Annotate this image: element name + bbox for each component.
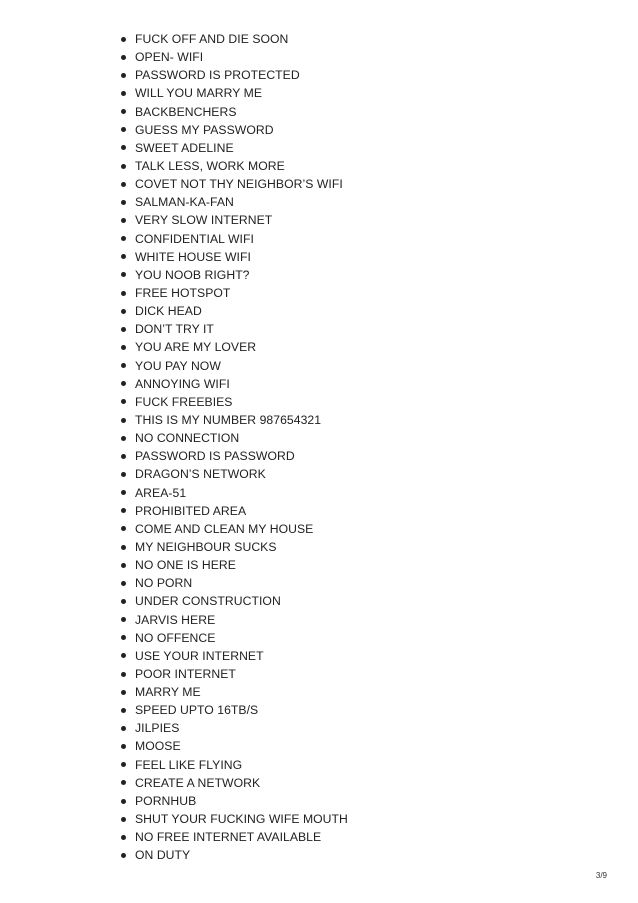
list-item-text: YOU ARE MY LOVER xyxy=(135,340,257,355)
bullet-icon xyxy=(121,526,126,531)
list-item-text: NO PORN xyxy=(135,576,193,591)
bullet-icon xyxy=(121,254,126,259)
list-item-text: ANNOYING WIFI xyxy=(135,376,230,391)
bullet-icon xyxy=(121,708,126,713)
list-item xyxy=(119,338,348,356)
list-item xyxy=(119,175,348,193)
bullet-icon xyxy=(121,236,126,241)
list-item xyxy=(119,266,348,284)
list-item xyxy=(119,465,348,483)
list-item-text: JILPIES xyxy=(135,721,180,736)
list-item-text: NO FREE INTERNET AVAILABLE xyxy=(135,830,322,845)
bullet-icon xyxy=(121,37,126,42)
bullet-icon xyxy=(121,690,126,695)
bullet-icon xyxy=(121,635,126,640)
bullet-icon xyxy=(121,91,126,96)
list-item xyxy=(119,502,348,520)
bullet-icon xyxy=(121,472,126,477)
list-item xyxy=(119,647,348,665)
bullet-icon xyxy=(121,762,126,767)
list-item xyxy=(119,193,348,211)
list-item-text: DICK HEAD xyxy=(135,304,202,319)
list-item-text: AREA-51 xyxy=(135,485,187,500)
list-item xyxy=(119,248,348,266)
list-item-text: FUCK FREEBIES xyxy=(135,394,233,409)
bullet-icon xyxy=(121,653,126,658)
bullet-icon xyxy=(121,363,126,368)
list-item-text: PROHIBITED AREA xyxy=(135,503,247,518)
list-item xyxy=(119,139,348,157)
list-item xyxy=(119,629,348,647)
list-item xyxy=(119,302,348,320)
list-item-text: CREATE A NETWORK xyxy=(135,775,261,790)
list-item xyxy=(119,538,348,556)
list-item xyxy=(119,375,348,393)
list-item-text: DON’T TRY IT xyxy=(135,322,214,337)
bullet-icon xyxy=(121,835,126,840)
list-item-text: FUCK OFF AND DIE SOON xyxy=(135,32,289,46)
bullet-icon xyxy=(121,490,126,495)
list-item xyxy=(119,284,348,302)
list-item-text: SALMAN-KA-FAN xyxy=(135,195,234,210)
list-item-text: USE YOUR INTERNET xyxy=(135,648,264,663)
list-item xyxy=(119,103,348,121)
bullet-icon xyxy=(121,436,126,441)
list-item-text: COVET NOT THY NEIGHBOR’S WIFI xyxy=(135,177,343,192)
list-item-text: OPEN- WIFI xyxy=(135,50,204,65)
list-item-text: NO OFFENCE xyxy=(135,630,216,645)
bullet-icon xyxy=(121,454,126,459)
list-item-text: PASSWORD IS PROTECTED xyxy=(135,68,300,83)
list-item-text: UNDER CONSTRUCTION xyxy=(135,594,281,609)
bullet-icon xyxy=(121,599,126,604)
list-item-text: NO CONNECTION xyxy=(135,431,240,446)
list-item-text: WHITE HOUSE WIFI xyxy=(135,249,251,264)
list-item-text: GUESS MY PASSWORD xyxy=(135,122,274,137)
bullet-icon xyxy=(121,744,126,749)
list-item-text: VERY SLOW INTERNET xyxy=(135,213,273,228)
list-item xyxy=(119,30,348,48)
list-item-text: PASSWORD IS PASSWORD xyxy=(135,449,295,464)
list-item xyxy=(119,48,348,66)
list-item xyxy=(119,411,348,429)
list-item xyxy=(119,665,348,683)
list-item-text: YOU NOOB RIGHT? xyxy=(135,267,250,282)
list-item xyxy=(119,683,348,701)
list-item xyxy=(119,611,348,629)
list-item xyxy=(119,230,348,248)
bullet-icon xyxy=(121,200,126,205)
list-item xyxy=(119,393,348,411)
bullet-icon xyxy=(121,327,126,332)
bullet-icon xyxy=(121,399,126,404)
list-item xyxy=(119,429,348,447)
bullet-icon xyxy=(121,726,126,731)
list-item xyxy=(119,157,348,175)
list-item xyxy=(119,520,348,538)
bullet-icon xyxy=(121,581,126,586)
list-item-text: SHUT YOUR FUCKING WIFE MOUTH xyxy=(135,812,348,827)
bullet-icon xyxy=(121,780,126,785)
bullet-icon xyxy=(121,182,126,187)
list-item-text: COME AND CLEAN MY HOUSE xyxy=(135,521,314,536)
bullet-icon xyxy=(121,381,126,386)
list-item xyxy=(119,792,348,810)
list-item xyxy=(119,737,348,755)
list-item xyxy=(119,846,348,864)
list-item-text: NO ONE IS HERE xyxy=(135,558,236,573)
bullet-icon xyxy=(121,127,126,132)
bullet-icon xyxy=(121,617,126,622)
list-item xyxy=(119,574,348,592)
bullet-icon xyxy=(121,164,126,169)
bullet-icon xyxy=(121,817,126,822)
list-item xyxy=(119,320,348,338)
list-item-text: WILL YOU MARRY ME xyxy=(135,86,263,101)
list-item xyxy=(119,756,348,774)
list-item-text: MY NEIGHBOUR SUCKS xyxy=(135,539,277,554)
list-item xyxy=(119,592,348,610)
list-item-text: FREE HOTSPOT xyxy=(135,285,231,300)
bullet-icon xyxy=(121,218,126,223)
list-item-text: YOU PAY NOW xyxy=(135,358,221,373)
list-item xyxy=(119,121,348,139)
list-item-text: FEEL LIKE FLYING xyxy=(135,757,243,772)
list-item xyxy=(119,719,348,737)
bullet-icon xyxy=(121,55,126,60)
list-item xyxy=(119,66,348,84)
bullet-icon xyxy=(121,418,126,423)
bullet-icon xyxy=(121,563,126,568)
bullet-icon xyxy=(121,345,126,350)
list-item-text: SWEET ADELINE xyxy=(135,140,234,155)
list-item-text: CONFIDENTIAL WIFI xyxy=(135,231,254,246)
list-item xyxy=(119,701,348,719)
bullet-icon xyxy=(121,309,126,314)
bullet-icon xyxy=(121,272,126,277)
list-item-text: PORNHUB xyxy=(135,793,197,808)
list-item xyxy=(119,357,348,375)
list-item-text: SPEED UPTO 16TB/S xyxy=(135,703,259,718)
bullet-icon xyxy=(121,508,126,513)
bullet-icon xyxy=(121,145,126,150)
bullet-icon xyxy=(121,73,126,78)
list-item xyxy=(119,828,348,846)
wifi-name-list xyxy=(119,30,348,864)
list-item xyxy=(119,556,348,574)
list-item-text: POOR INTERNET xyxy=(135,666,236,681)
list-item xyxy=(119,774,348,792)
list-item xyxy=(119,484,348,502)
list-item-text: DRAGON’S NETWORK xyxy=(135,467,266,482)
list-item-text: ON DUTY xyxy=(135,848,191,863)
list-item-text: MARRY ME xyxy=(135,685,201,700)
list-item-text: TALK LESS, WORK MORE xyxy=(135,158,285,173)
list-item-text: JARVIS HERE xyxy=(135,612,216,627)
list-item-text: THIS IS MY NUMBER 987654321 xyxy=(135,412,322,427)
bullet-icon xyxy=(121,109,126,114)
bullet-icon xyxy=(121,853,126,858)
bullet-icon xyxy=(121,291,126,296)
bullet-icon xyxy=(121,672,126,677)
bullet-icon xyxy=(121,545,126,550)
list-item-text: MOOSE xyxy=(135,739,181,754)
list-item xyxy=(119,84,348,102)
list-item xyxy=(119,447,348,465)
page-number: 3/9 xyxy=(595,871,607,880)
list-item xyxy=(119,810,348,828)
list-item-text: BACKBENCHERS xyxy=(135,104,237,119)
list-item xyxy=(119,211,348,229)
bullet-icon xyxy=(121,799,126,804)
